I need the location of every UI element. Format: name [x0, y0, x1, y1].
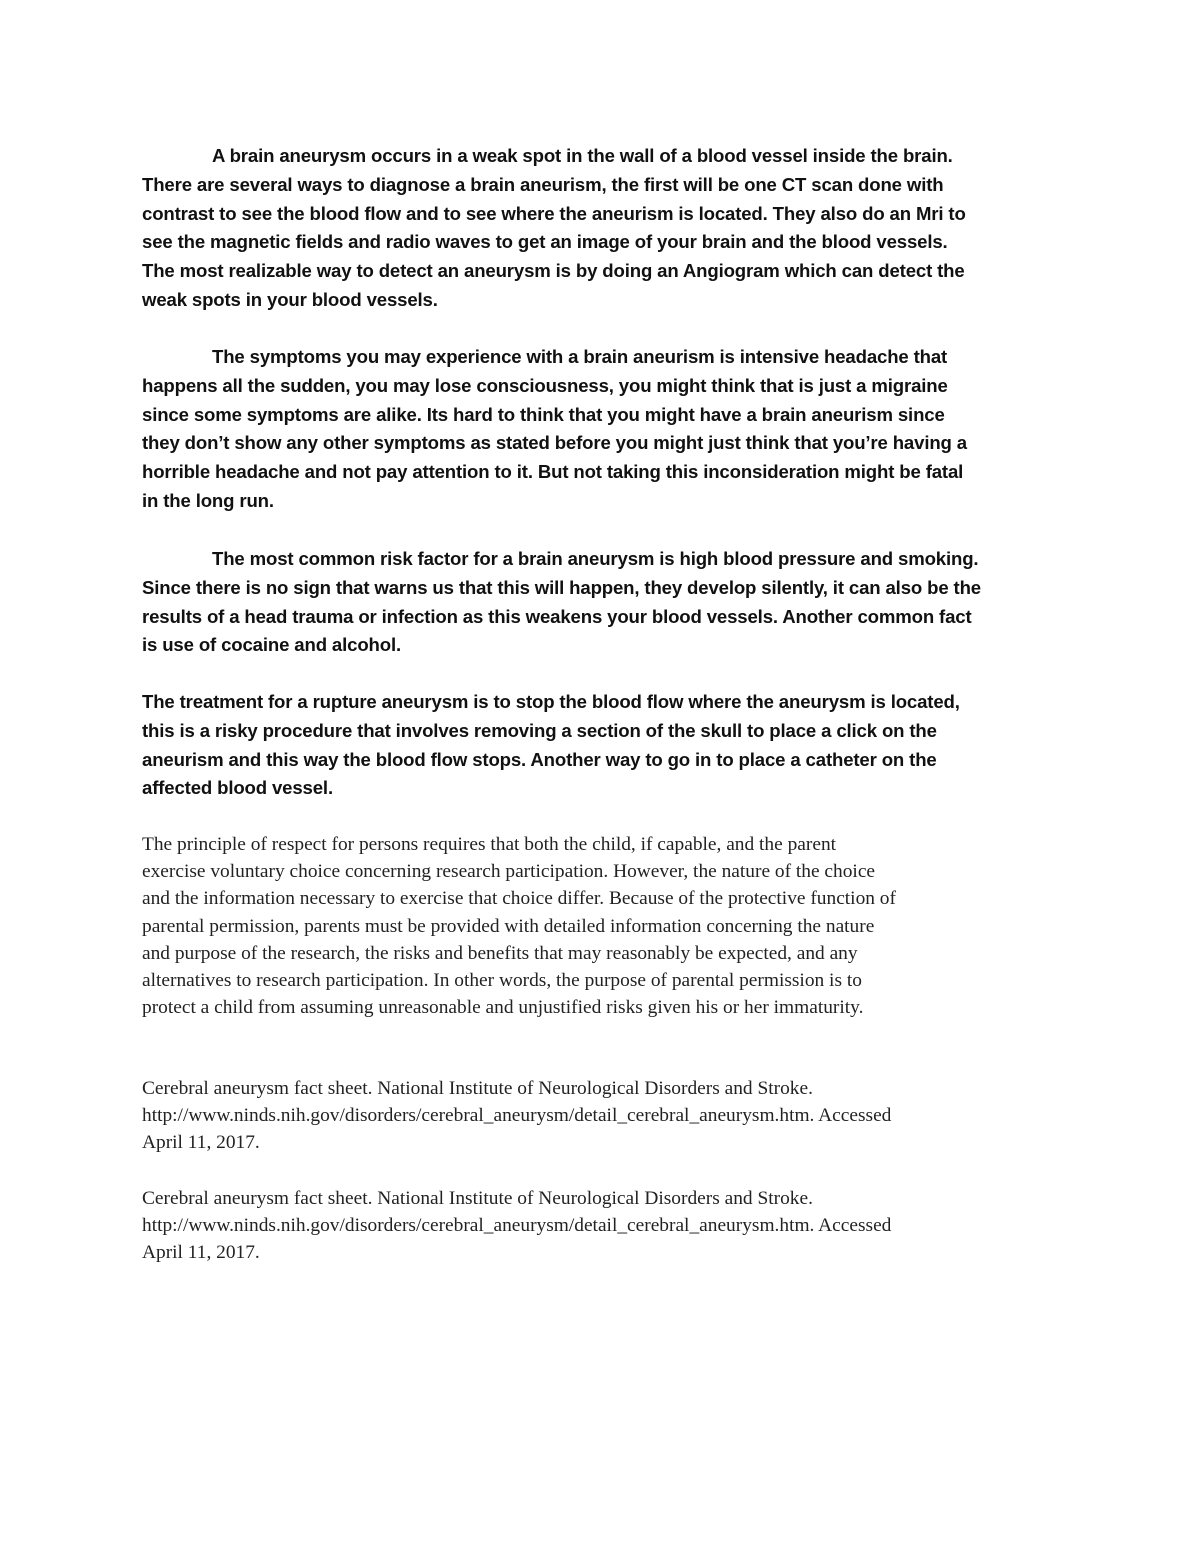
text-line: alternatives to research participation. In other words, the purpose of parental permission is to	[142, 970, 862, 992]
text-line: Cerebral aneurysm fact sheet. National Institute of Neurological Disorders and Stroke.	[142, 1188, 813, 1209]
text-line: weak spots in your blood vessels.	[142, 288, 438, 310]
reference-citation-2	[142, 1185, 1062, 1267]
text-line: The principle of respect for persons requires that both the child, if capable, and the parent	[142, 834, 837, 855]
paragraph-respect-for-persons	[142, 831, 1062, 1021]
text-line: and the information necessary to exercise that choice differ. Because of the protective function of	[142, 888, 896, 910]
text-line: happens all the sudden, you may lose consciousness, you might think that is just a migraine	[142, 374, 948, 396]
text-line: The most realizable way to detect an aneurysm is by doing an Angiogram which can detect the	[142, 260, 965, 282]
text-line: since some symptoms are alike. Its hard to think that you might have a brain aneurism since	[142, 403, 945, 425]
text-line: Since there is no sign that warns us that this will happen, they develop silently, it can also be the	[142, 576, 981, 598]
text-line: is use of cocaine and alcohol.	[142, 634, 401, 656]
text-line: horrible headache and not pay attention to it. But not taking this inconsideration might be fatal	[142, 461, 964, 483]
text-line: in the long run.	[142, 489, 274, 511]
text-line: this is a risky procedure that involves removing a section of the skull to place a click on the	[142, 719, 937, 741]
text-line: The most common risk factor for a brain aneurysm is high blood pressure and smoking.	[212, 548, 979, 569]
text-line: A brain aneurysm occurs in a weak spot in the wall of a blood vessel inside the brain.	[212, 145, 953, 166]
text-line: The symptoms you may experience with a brain aneurism is intensive headache that	[212, 346, 948, 367]
paragraph-aneurysm-symptoms	[142, 343, 1062, 516]
paragraph-aneurysm-risk-factors	[142, 545, 1062, 660]
text-line: April 11, 2017.	[142, 1132, 260, 1154]
text-line: exercise voluntary choice concerning research participation. However, the nature of the choice	[142, 861, 876, 883]
text-line: There are several ways to diagnose a brain aneurism, the first will be one CT scan done with	[142, 173, 944, 195]
text-line: see the magnetic fields and radio waves to get an image of your brain and the blood vessels.	[142, 231, 948, 253]
text-line: Cerebral aneurysm fact sheet. National Institute of Neurological Disorders and Stroke.	[142, 1078, 813, 1099]
text-line: affected blood vessel.	[142, 777, 333, 799]
reference-url: http://www.ninds.nih.gov/disorders/cerebral_aneurysm/detail_cerebral_aneurysm.htm. Accessed	[142, 1215, 892, 1237]
text-line: April 11, 2017.	[142, 1242, 260, 1264]
text-line: they don’t show any other symptoms as stated before you might just think that you’re having a	[142, 432, 967, 454]
text-line: contrast to see the blood flow and to see where the aneurism is located. They also do an Mri to	[142, 202, 966, 224]
text-line: aneurism and this way the blood flow stops. Another way to go in to place a catheter on the	[142, 748, 937, 770]
reference-citation-1	[142, 1075, 1062, 1157]
text-line: results of a head trauma or infection as this weakens your blood vessels. Another common fact	[142, 605, 972, 627]
reference-url: http://www.ninds.nih.gov/disorders/cerebral_aneurysm/detail_cerebral_aneurysm.htm. Accessed	[142, 1105, 892, 1127]
text-line: parental permission, parents must be provided with detailed information concerning the nature	[142, 915, 875, 937]
text-line: protect a child from assuming unreasonable and unjustified risks given his or her immaturity.	[142, 997, 864, 1019]
paragraph-aneurysm-diagnosis	[142, 142, 1062, 315]
text-line: and purpose of the research, the risks and benefits that may reasonably be expected, and any	[142, 942, 858, 964]
paragraph-aneurysm-treatment	[142, 688, 1062, 803]
text-line: The treatment for a rupture aneurysm is to stop the blood flow where the aneurysm is located,	[142, 691, 960, 712]
